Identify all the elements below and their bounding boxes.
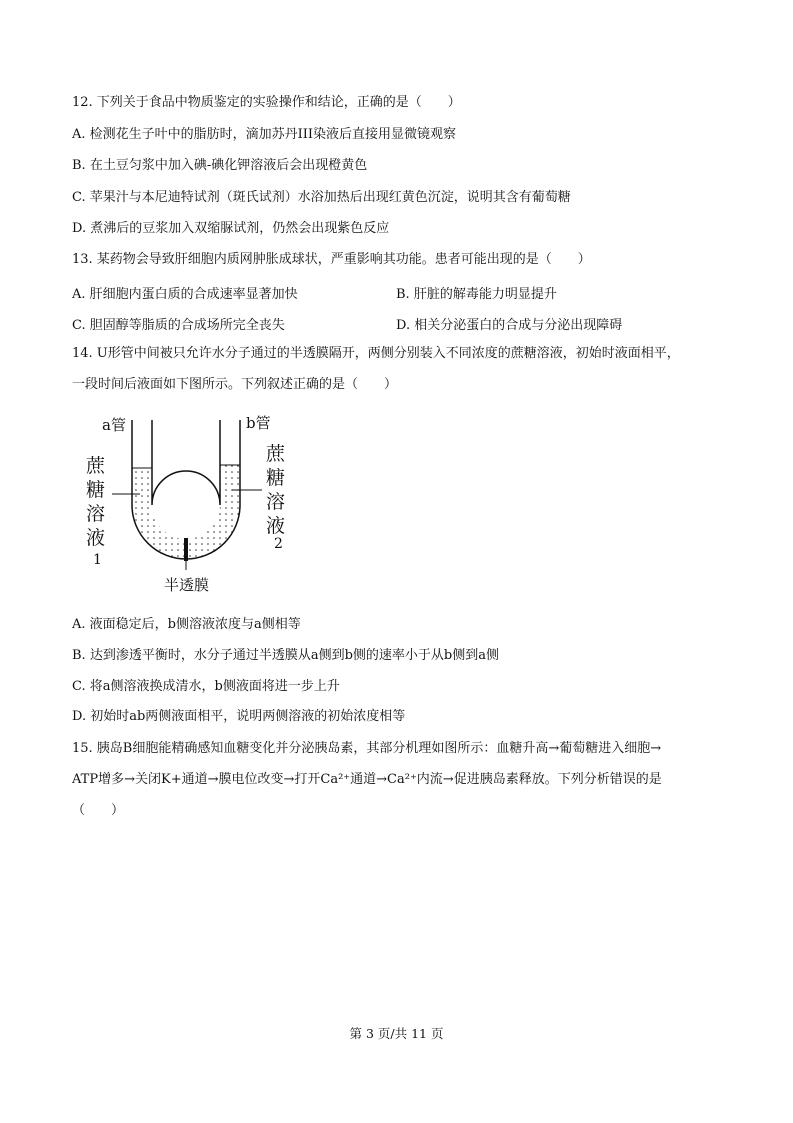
question-12-option-a: A. 检测花生子叶中的脂肪时，滴加苏丹III染液后直接用显微镜观察 xyxy=(72,127,457,142)
question-13-option-b: B. 肝脏的解毒能力明显提升 xyxy=(396,287,557,302)
right-solution-char-1: 蔗 xyxy=(266,443,286,465)
question-12-option-b: B. 在土豆匀浆中加入碘-碘化钾溶液后会出现橙黄色 xyxy=(72,158,368,173)
question-14-option-a: A. 液面稳定后，b侧溶液浓度与a侧相等 xyxy=(72,617,301,632)
right-solution-char-3: 溶 xyxy=(266,491,286,513)
question-14-stem-line2: 一段时间后液面如下图所示。下列叙述正确的是（ ） xyxy=(72,377,398,392)
u-tube-diagram xyxy=(80,410,300,610)
question-12-option-c: C. 苹果汁与本尼迪特试剂（斑氏试剂）水浴加热后出现红黄色沉淀，说明其含有葡萄糖 xyxy=(72,190,571,205)
page-number-footer: 第 3 页/共 11 页 xyxy=(349,1026,444,1041)
question-13-option-c: C. 胆固醇等脂质的合成场所完全丧失 xyxy=(72,318,285,333)
question-14-option-b: B. 达到渗透平衡时，水分子通过半透膜从a侧到b侧的速率小于从b侧到a侧 xyxy=(72,648,499,663)
membrane-label: 半透膜 xyxy=(164,576,210,594)
question-13-options-row1 xyxy=(72,283,732,301)
tube-a-label: a管 xyxy=(102,416,126,434)
right-solution-char-2: 糖 xyxy=(266,467,286,489)
question-15-stem-line2: ATP增多→关闭K+通道→膜电位改变→打开Ca²⁺通道→Ca²⁺内流→促进胰岛素释放。下列分析错误的是 xyxy=(72,772,662,787)
question-14-stem-line1: 14. U形管中间被只允许水分子通过的半透膜隔开，两侧分别装入不同浓度的蔗糖溶液，初始时液面相平， xyxy=(72,346,680,361)
semipermeable-membrane xyxy=(184,538,188,561)
question-15-stem-line1: 15. 胰岛B细胞能精确感知血糖变化并分泌胰岛素，其部分机理如图所示：血糖升高→葡萄糖进入细胞→ xyxy=(72,741,662,756)
question-13-options-row2 xyxy=(72,314,732,332)
left-solution-char-2: 糖 xyxy=(86,479,106,501)
u-tube-inner-wall xyxy=(152,420,220,505)
left-solution-number: 1 xyxy=(93,552,102,568)
question-13-option-d: D. 相关分泌蛋白的合成与分泌出现障碍 xyxy=(396,318,623,333)
question-12-stem: 12. 下列关于食品中物质鉴定的实验操作和结论，正确的是（ ） xyxy=(72,95,461,110)
left-solution-char-3: 溶 xyxy=(86,503,106,525)
left-solution-char-4: 液 xyxy=(86,527,106,549)
question-12-option-d: D. 煮沸后的豆浆加入双缩脲试剂，仍然会出现紫色反应 xyxy=(72,221,390,236)
left-solution-char-1: 蔗 xyxy=(86,455,106,477)
right-solution-number: 2 xyxy=(274,536,283,552)
tube-b-label: b管 xyxy=(246,414,271,432)
question-13-option-a: A. 肝细胞内蛋白质的合成速率显著加快 xyxy=(72,287,298,302)
question-14-option-c: C. 将a侧溶液换成清水，b侧液面将进一步上升 xyxy=(72,679,340,694)
right-solution-char-4: 液 xyxy=(266,515,286,537)
question-13-stem: 13. 某药物会导致肝细胞内质网肿胀成球状，严重影响其功能。患者可能出现的是（ ） xyxy=(72,252,591,267)
question-15-stem-line3: （ ） xyxy=(72,803,125,818)
question-14-option-d: D. 初始时ab两侧液面相平，说明两侧溶液的初始浓度相等 xyxy=(72,709,406,724)
